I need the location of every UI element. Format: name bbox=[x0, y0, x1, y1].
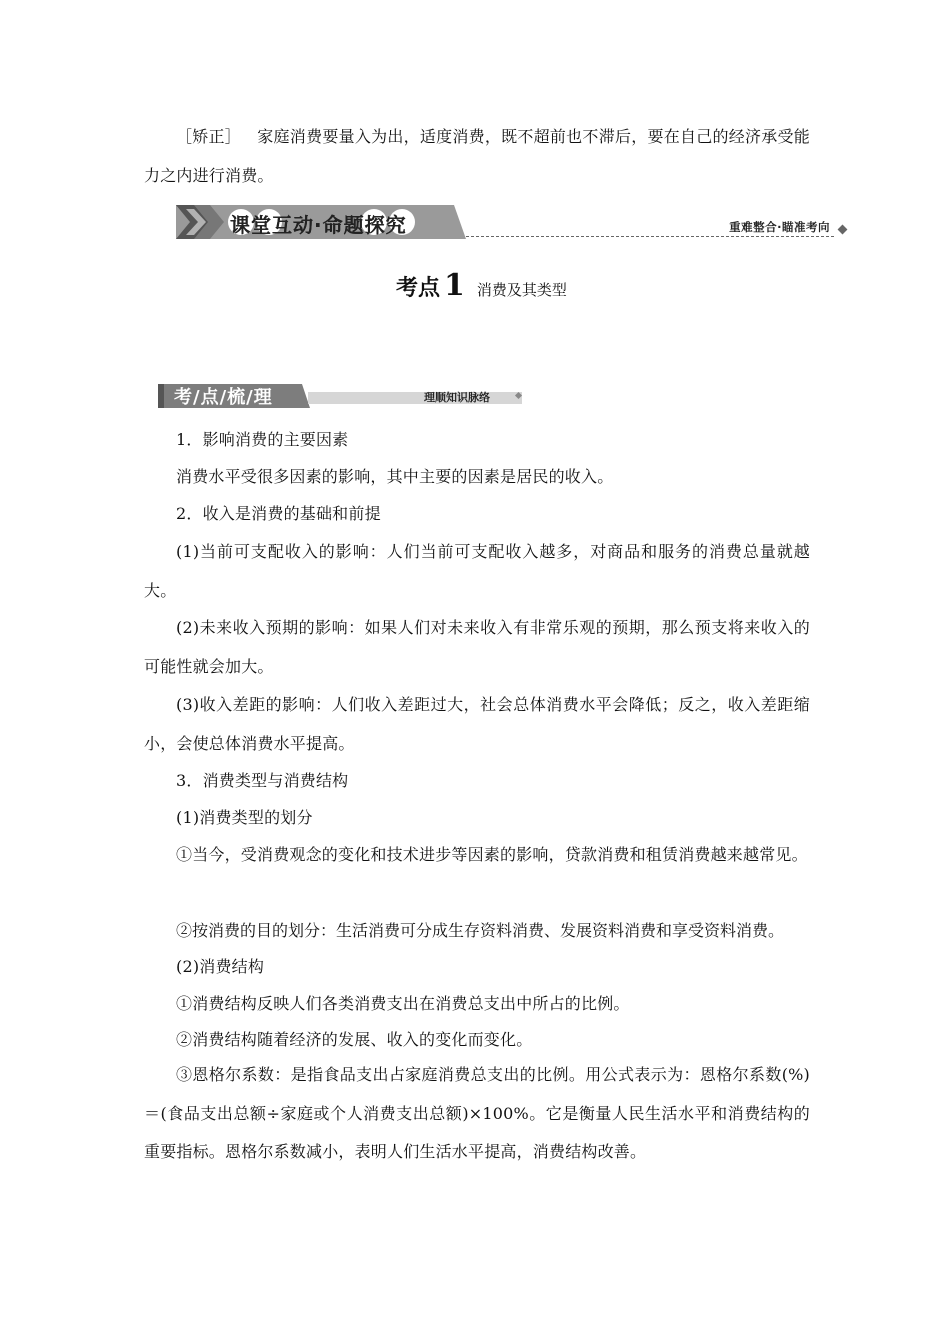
correction-tag: ［矫正］ bbox=[176, 127, 242, 146]
subheading-consumption-types: (1)消费类型的划分 bbox=[176, 808, 313, 827]
kaodian-heading bbox=[396, 268, 567, 303]
paragraph-income-main: 消费水平受很多因素的影响，其中主要的因素是居民的收入。 bbox=[176, 467, 614, 486]
heading-1: 1．影响消费的主要因素 bbox=[176, 430, 349, 449]
paragraph-current-income: (1)当前可支配收入的影响：人们当前可支配收入越多，对商品和服务的消费总量就越大。 bbox=[144, 542, 810, 600]
banner-divider bbox=[466, 236, 834, 237]
paragraph-loan-lease: ①当今，受消费观念的变化和技术进步等因素的影响，贷款消费和租赁消费越来越常见。 bbox=[176, 845, 808, 864]
kaodian-number: 1 bbox=[444, 268, 465, 303]
section-banner-subtitle: 重难整合·瞄准考向 bbox=[729, 220, 830, 234]
kaodian-label: 考点 bbox=[396, 276, 441, 301]
heading-2: 2．收入是消费的基础和前提 bbox=[176, 504, 381, 523]
correction-text: 家庭消费要量入为出，适度消费，既不超前也不滞后，要在自己的经济承受能力之内进行消费。 bbox=[144, 127, 810, 185]
paragraph-engel-coefficient: ③恩格尔系数：是指食品支出占家庭消费总支出的比例。用公式表示为：恩格尔系数(%)＝(食品支出总额÷家庭或个人消费支出总额)×100%。它是衡量人民生活水平和消费结构的重要指标。恩格尔系数减小，表明人们生活水平提高，消费结构改善。 bbox=[144, 1065, 810, 1161]
paragraph-future-income: (2)未来收入预期的影响：如果人们对未来收入有非常乐观的预期，那么预支将来收入的可能性就会加大。 bbox=[144, 618, 810, 676]
paragraph-structure-ratio: ①消费结构反映人们各类消费支出在消费总支出中所占的比例。 bbox=[176, 994, 630, 1013]
paragraph-purpose-division: ②按消费的目的划分：生活消费可分成生存资料消费、发展资料消费和享受资料消费。 bbox=[176, 921, 785, 940]
heading-3: 3．消费类型与消费结构 bbox=[176, 771, 349, 790]
subheading-consumption-structure: (2)消费结构 bbox=[176, 957, 265, 976]
sub-banner bbox=[158, 382, 528, 410]
section-banner-title: 课堂互动·命题探究 bbox=[230, 213, 407, 237]
kaodian-subtitle: 消费及其类型 bbox=[476, 281, 567, 299]
correction-paragraph bbox=[144, 118, 810, 195]
sub-banner-edge bbox=[158, 384, 164, 408]
sub-banner-title: 考/点/梳/理 bbox=[174, 387, 273, 408]
sub-banner-subtitle: 理顺知识脉络 bbox=[424, 391, 490, 404]
section-banner bbox=[176, 203, 848, 241]
paragraph-income-gap: (3)收入差距的影响：人们收入差距过大，社会总体消费水平会降低；反之，收入差距缩小，会使总体消费水平提高。 bbox=[144, 695, 810, 753]
paragraph-structure-change: ②消费结构随着经济的发展、收入的变化而变化。 bbox=[176, 1030, 533, 1049]
